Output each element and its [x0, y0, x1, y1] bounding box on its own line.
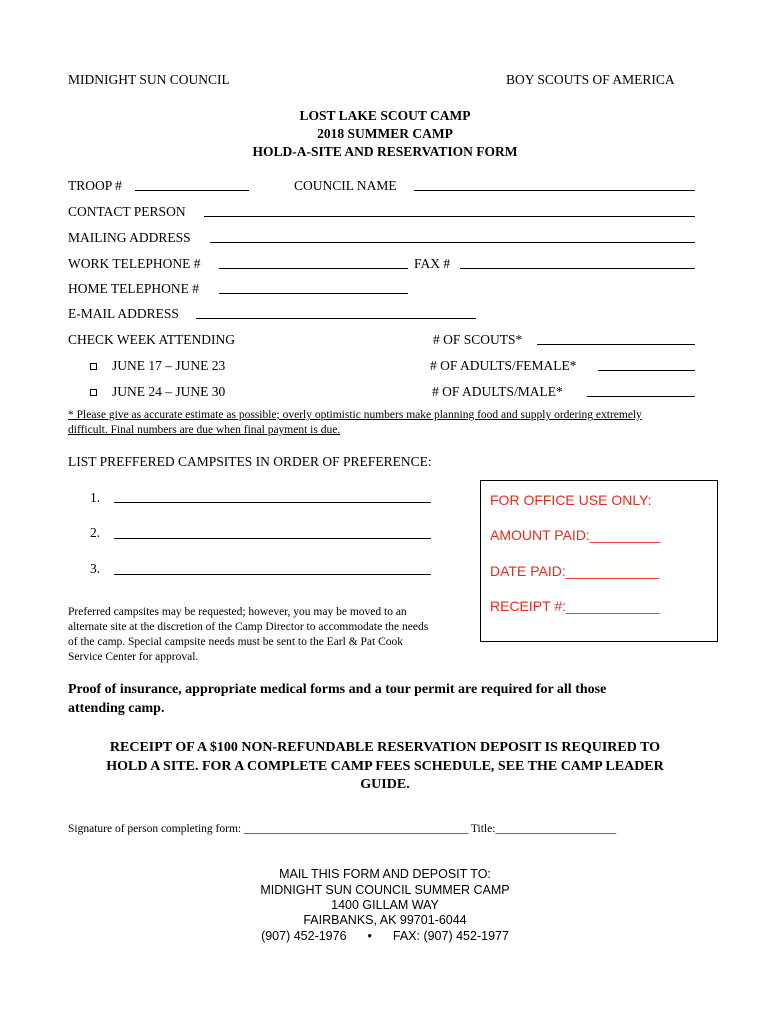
work-telephone-field[interactable]	[219, 268, 408, 269]
num-scouts-label: # OF SCOUTS*	[433, 332, 523, 347]
bullet-separator: •	[367, 929, 372, 943]
deposit-line-1: RECEIPT OF A $100 NON-REFUNDABLE RESERVATION DEPOSIT IS REQUIRED TO	[109, 740, 661, 755]
week-1-checkbox[interactable]	[90, 363, 97, 370]
estimate-note-line-2: difficult. Final numbers are due when final payment is due.	[68, 424, 341, 436]
num-adults-female-field[interactable]	[598, 370, 695, 371]
council-name-header: MIDNIGHT SUN COUNCIL	[68, 72, 230, 87]
proof-line-2: attending camp.	[68, 701, 165, 716]
campsite-1-number: 1.	[90, 490, 101, 505]
form-title-camp: LOST LAKE SCOUT CAMP	[299, 108, 471, 123]
campsite-3-number: 3.	[90, 561, 101, 576]
mail-phone: (907) 452-1976	[261, 929, 347, 943]
mailing-address-field[interactable]	[210, 242, 695, 243]
home-telephone-label: HOME TELEPHONE #	[68, 281, 199, 296]
num-adults-female-label: # OF ADULTS/FEMALE*	[430, 358, 577, 373]
mail-line-4: FAIRBANKS, AK 99701-6044	[303, 913, 467, 927]
campsite-note-line-2: alternate site at the discretion of the Camp Director to accommodate the needs	[68, 621, 429, 633]
week-2-checkbox[interactable]	[90, 389, 97, 396]
receipt-label: RECEIPT #:____________	[490, 598, 660, 614]
num-adults-male-field[interactable]	[587, 396, 695, 397]
form-title-year: 2018 SUMMER CAMP	[317, 126, 453, 141]
office-use-heading: FOR OFFICE USE ONLY:	[490, 492, 652, 508]
troop-label: TROOP #	[68, 178, 122, 193]
contact-person-field[interactable]	[204, 216, 695, 217]
council-name-field[interactable]	[414, 190, 695, 191]
campsite-1-field[interactable]	[114, 502, 431, 503]
campsite-2-field[interactable]	[114, 538, 431, 539]
campsite-2-number: 2.	[90, 525, 101, 540]
deposit-line-3: GUIDE.	[360, 777, 410, 792]
num-scouts-field[interactable]	[537, 344, 695, 345]
mail-line-1: MAIL THIS FORM AND DEPOSIT TO:	[279, 867, 491, 881]
mail-fax: FAX: (907) 452-1977	[392, 929, 509, 943]
deposit-line-2: HOLD A SITE. FOR A COMPLETE CAMP FEES SCHEDULE, SEE THE CAMP LEADER	[106, 759, 664, 774]
fax-label: FAX #	[414, 256, 451, 271]
proof-line-1: Proof of insurance, appropriate medical forms and a tour permit are required for all those	[68, 682, 607, 697]
mail-phone-fax	[0, 929, 770, 943]
email-label: E-MAIL ADDRESS	[68, 306, 179, 321]
email-field[interactable]	[196, 318, 476, 319]
week-2-label: JUNE 24 – JUNE 30	[112, 384, 226, 399]
fax-field[interactable]	[460, 268, 695, 269]
check-week-label: CHECK WEEK ATTENDING	[68, 332, 235, 347]
organization-header: BOY SCOUTS OF AMERICA	[506, 72, 675, 87]
mailing-address-label: MAILING ADDRESS	[68, 230, 191, 245]
contact-person-label: CONTACT PERSON	[68, 204, 186, 219]
campsite-note-line-1: Preferred campsites may be requested; however, you may be moved to an	[68, 606, 407, 618]
home-telephone-field[interactable]	[219, 293, 408, 294]
campsite-3-field[interactable]	[114, 574, 431, 575]
troop-field[interactable]	[135, 190, 249, 191]
signature-line[interactable]: Signature of person completing form: _______________________________________ Title:_____________________	[68, 823, 617, 835]
mail-line-3: 1400 GILLAM WAY	[331, 898, 439, 912]
council-name-label: COUNCIL NAME	[294, 178, 397, 193]
mail-line-2: MIDNIGHT SUN COUNCIL SUMMER CAMP	[260, 883, 510, 897]
num-adults-male-label: # OF ADULTS/MALE*	[432, 384, 563, 399]
campsites-heading: LIST PREFFERED CAMPSITES IN ORDER OF PREFERENCE:	[68, 454, 432, 469]
form-title-form: HOLD-A-SITE AND RESERVATION FORM	[252, 144, 518, 159]
work-telephone-label: WORK TELEPHONE #	[68, 256, 201, 271]
estimate-note-line-1: * Please give as accurate estimate as possible; overly optimistic numbers make planning food and supply ordering extremely	[68, 409, 642, 421]
date-paid-label: DATE PAID:____________	[490, 563, 660, 579]
campsite-note-line-3: of the camp. Special campsite needs must be sent to the Earl & Pat Cook	[68, 636, 404, 648]
amount-paid-label: AMOUNT PAID:_________	[490, 527, 660, 543]
campsite-note-line-4: Service Center for approval.	[68, 651, 199, 663]
week-1-label: JUNE 17 – JUNE 23	[112, 358, 226, 373]
